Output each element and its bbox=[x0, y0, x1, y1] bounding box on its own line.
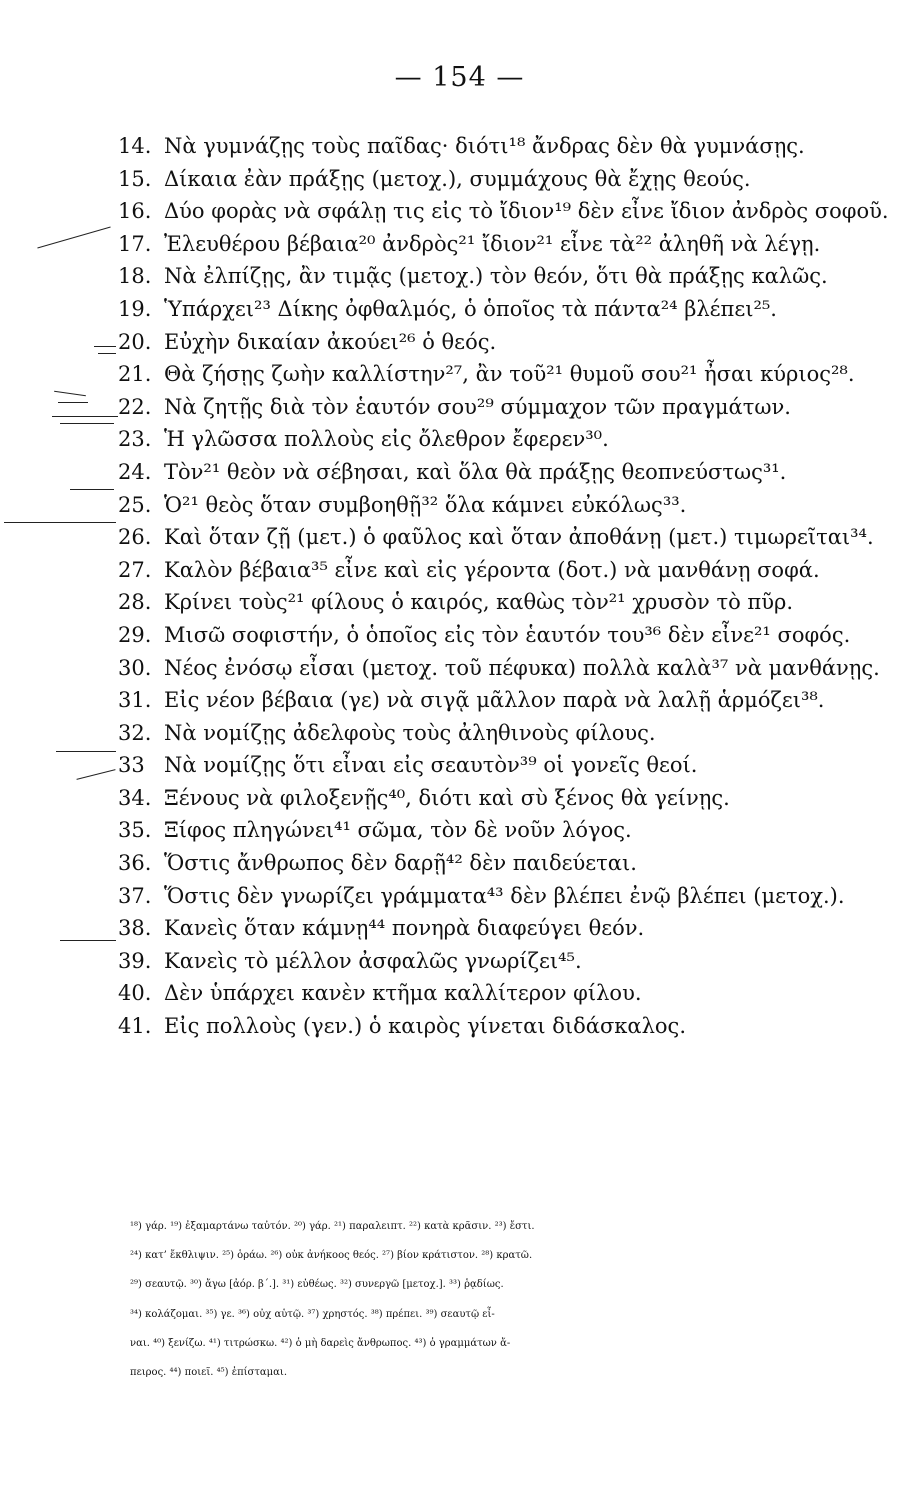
proverb-line bbox=[118, 945, 908, 978]
proverb-number: 16. bbox=[118, 199, 152, 224]
proverb-line bbox=[118, 130, 908, 163]
proverb-text: Νὰ γυμνάζῃς τοὺς παῖδας· διότι¹⁸ ἄνδρας δὲν θὰ γυμνάσῃς. bbox=[164, 134, 805, 158]
proverb-text: Ὅστις ἄνθρωπος δὲν δαρῇ⁴² δὲν παιδεύεται. bbox=[164, 851, 637, 876]
proverb-line bbox=[118, 847, 908, 880]
proverb-text: Ὁ²¹ θεὸς ὅταν συμβοηθῇ³² ὅλα κάμνει εὐκόλως³³. bbox=[164, 492, 687, 517]
margin-mark bbox=[56, 751, 116, 752]
proverb-line bbox=[118, 652, 908, 685]
margin-mark bbox=[60, 423, 114, 424]
proverb-number: 39. bbox=[118, 948, 152, 973]
proverb-number: 31. bbox=[118, 688, 152, 713]
proverb-line bbox=[118, 880, 908, 913]
proverb-line bbox=[118, 749, 908, 782]
margin-mark bbox=[98, 353, 116, 354]
margin-mark bbox=[70, 489, 114, 490]
proverb-text: Δὲν ὑπάρχει κανὲν κτῆμα καλλίτερον φίλου. bbox=[164, 981, 642, 1006]
proverb-number: 41. bbox=[118, 1014, 152, 1039]
proverb-text: Ξένους νὰ φιλοξενῇς⁴⁰, διότι καὶ σὺ ξένος θὰ γείνῃς. bbox=[164, 785, 730, 810]
proverb-line bbox=[118, 684, 908, 717]
proverb-text: Ὑπάρχει²³ Δίκης ὀφθαλμός, ὁ ὁποῖος τὰ πάντα²⁴ βλέπει²⁵. bbox=[164, 296, 777, 321]
proverb-number: 28. bbox=[118, 590, 152, 615]
proverb-line bbox=[118, 1010, 908, 1043]
proverb-text: Κανεὶς ὅταν κάμνῃ⁴⁴ πονηρὰ διαφεύγει θεόν. bbox=[164, 916, 645, 941]
proverb-text: Δίκαια ἐὰν πράξῃς (μετοχ.), συμμάχους θὰ ἔχῃς θεούς. bbox=[164, 166, 751, 191]
proverb-text: Ὅστις δὲν γνωρίζει γράμματα⁴³ δὲν βλέπει ἐνῷ βλέπει (μετοχ.). bbox=[164, 883, 845, 908]
proverb-text: Νὰ νομίζῃς ὅτι εἶναι εἰς σεαυτὸν³⁹ οἱ γονεῖς θεοί. bbox=[164, 753, 698, 778]
proverb-line bbox=[118, 391, 908, 424]
proverb-number: 23. bbox=[118, 427, 152, 452]
margin-mark bbox=[58, 402, 88, 403]
proverb-list bbox=[118, 130, 908, 1043]
proverb-line bbox=[118, 293, 908, 326]
proverb-number: 24. bbox=[118, 459, 152, 484]
proverb-text: Εἰς πολλοὺς (γεν.) ὁ καιρὸς γίνεται διδάσκαλος. bbox=[164, 1014, 686, 1039]
proverb-number: 32. bbox=[118, 720, 152, 745]
proverb-text: Εὐχὴν δικαίαν ἀκούει²⁶ ὁ θεός. bbox=[164, 329, 497, 354]
proverb-line bbox=[118, 195, 908, 228]
proverb-text: Μισῶ σοφιστήν, ὁ ὁποῖος εἰς τὸν ἑαυτόν του³⁶ δὲν εἶνε²¹ σοφός. bbox=[164, 622, 851, 647]
proverb-line bbox=[118, 521, 908, 554]
proverb-line bbox=[118, 260, 908, 293]
proverb-line bbox=[118, 358, 908, 391]
footnotes bbox=[130, 1212, 919, 1387]
proverb-number: 35. bbox=[118, 818, 152, 843]
proverb-text: Νὰ νομίζῃς ἀδελφοὺς τοὺς ἀληθινοὺς φίλους. bbox=[164, 720, 656, 745]
proverb-text: Τὸν²¹ θεὸν νὰ σέβησαι, καὶ ὅλα θὰ πράξῃς θεοπνεύστως³¹. bbox=[164, 459, 787, 484]
margin-mark bbox=[76, 769, 115, 780]
proverb-number: 22. bbox=[118, 394, 152, 419]
proverb-number: 15. bbox=[118, 166, 152, 191]
margin-mark bbox=[4, 522, 116, 523]
proverb-number: 17. bbox=[118, 231, 152, 256]
proverb-text: Νέος ἐνόσῳ εἶσαι (μετοχ. τοῦ πέφυκα) πολλὰ καλὰ³⁷ νὰ μανθάνῃς. bbox=[164, 655, 880, 680]
proverb-text: Ἐλευθέρου βέβαια²⁰ ἀνδρὸς²¹ ἴδιον²¹ εἶνε τὰ²² ἀληθῆ νὰ λέγῃ. bbox=[164, 231, 821, 256]
proverb-line bbox=[118, 554, 908, 587]
proverb-text: Δύο φορὰς νὰ σφάλῃ τις εἰς τὸ ἴδιον¹⁹ δὲν εἶνε ἴδιον ἀνδρὸς σοφοῦ. bbox=[164, 199, 889, 224]
proverb-text: Καὶ ὅταν ζῇ (μετ.) ὁ φαῦλος καὶ ὅταν ἀποθάνῃ (μετ.) τιμωρεῖται³⁴. bbox=[164, 525, 874, 550]
proverb-text: Νὰ ζητῇς διὰ τὸν ἑαυτόν σου²⁹ σύμμαχον τῶν πραγμάτων. bbox=[164, 394, 791, 419]
proverb-number: 30. bbox=[118, 655, 152, 680]
proverb-number: 18. bbox=[118, 264, 152, 289]
proverb-number: 19. bbox=[118, 296, 152, 321]
margin-mark bbox=[37, 227, 110, 249]
proverb-number: 27. bbox=[118, 557, 152, 582]
proverb-line bbox=[118, 489, 908, 522]
proverb-text: Θὰ ζήσῃς ζωὴν καλλίστην²⁷, ἂν τοῦ²¹ θυμοῦ σου²¹ ἦσαι κύριος²⁸. bbox=[164, 362, 855, 387]
proverb-line bbox=[118, 782, 908, 815]
proverb-number: 14. bbox=[118, 134, 152, 158]
proverb-number: 38. bbox=[118, 916, 152, 941]
proverb-text: Ἡ γλῶσσα πολλοὺς εἰς ὄλεθρον ἔφερεν³⁰. bbox=[164, 427, 609, 452]
footnote-line: ²⁴) κατ’ ἔκθλιψιν. ²⁵) ὁράω. ²⁶) οὐκ ἀνήκοος θεός. ²⁷) βίον κράτιστον. ²⁸) κρατῶ. bbox=[130, 1250, 533, 1262]
proverb-number: 34. bbox=[118, 785, 152, 810]
footnote-line: ²⁹) σεαυτῷ. ³⁰) ἄγω [ἀόρ. β΄.]. ³¹) εὐθέως. ³²) συνεργῶ [μετοχ.]. ³³) ῥᾳδίως. bbox=[130, 1279, 504, 1291]
proverb-line bbox=[118, 717, 908, 750]
page-number: — 154 — bbox=[394, 62, 525, 93]
proverb-text: Κανεὶς τὸ μέλλον ἀσφαλῶς γνωρίζει⁴⁵. bbox=[164, 948, 582, 973]
proverb-number: 33 bbox=[118, 753, 145, 778]
proverb-line bbox=[118, 977, 908, 1010]
proverb-text: Κρίνει τοὺς²¹ φίλους ὁ καιρός, καθὼς τὸν²¹ χρυσὸν τὸ πῦρ. bbox=[164, 590, 794, 615]
proverb-text: Νὰ ἐλπίζῃς, ἂν τιμᾷς (μετοχ.) τὸν θεόν, ὅτι θὰ πράξῃς καλῶς. bbox=[164, 264, 828, 289]
proverb-text: Ξίφος πληγώνει⁴¹ σῶμα, τὸν δὲ νοῦν λόγος. bbox=[164, 818, 632, 843]
proverb-line bbox=[118, 619, 908, 652]
proverb-number: 40. bbox=[118, 981, 152, 1006]
proverb-number: 26. bbox=[118, 525, 152, 550]
proverb-line bbox=[118, 586, 908, 619]
proverb-text: Εἰς νέον βέβαια (γε) νὰ σιγᾷ μᾶλλον παρὰ νὰ λαλῇ ἁρμόζει³⁸. bbox=[164, 688, 825, 713]
proverb-line bbox=[118, 163, 908, 196]
proverb-text: Καλὸν βέβαια³⁵ εἶνε καὶ εἰς γέροντα (δοτ.) νὰ μανθάνῃ σοφά. bbox=[164, 557, 820, 582]
proverb-number: 37. bbox=[118, 883, 152, 908]
proverb-number: 21. bbox=[118, 362, 152, 387]
proverb-line bbox=[118, 814, 908, 847]
proverb-line bbox=[118, 228, 908, 261]
proverb-line bbox=[118, 456, 908, 489]
footnote-line: ³⁴) κολάζομαι. ³⁵) γε. ³⁶) οὐχ αὑτῷ. ³⁷) χρηστός. ³⁸) πρέπει. ³⁹) σεαυτῷ εἶ- bbox=[130, 1308, 495, 1320]
proverb-line bbox=[118, 326, 908, 359]
proverb-line bbox=[118, 912, 908, 945]
margin-mark bbox=[94, 346, 116, 347]
footnote-line: ¹⁸) γάρ. ¹⁹) ἐξαμαρτάνω ταὐτόν. ²⁰) γάρ. ²¹) παραλειπτ. ²²) κατὰ κρᾶσιν. ²³) ἔστι. bbox=[130, 1221, 535, 1232]
proverb-number: 29. bbox=[118, 622, 152, 647]
proverb-line bbox=[118, 423, 908, 456]
proverb-number: 36. bbox=[118, 851, 152, 876]
margin-mark bbox=[52, 416, 118, 417]
proverb-number: 20. bbox=[118, 329, 152, 354]
margin-mark bbox=[54, 391, 86, 396]
margin-mark bbox=[60, 940, 116, 941]
footnote-line: ναι. ⁴⁰) ξενίζω. ⁴¹) τιτρώσκω. ⁴²) ὁ μὴ δαρεὶς ἄνθρωπος. ⁴³) ὁ γραμμάτων ἄ- bbox=[130, 1337, 511, 1349]
footnote-line: πειρος. ⁴⁴) ποιεῖ. ⁴⁵) ἐπίσταμαι. bbox=[130, 1366, 288, 1378]
proverb-number: 25. bbox=[118, 492, 152, 517]
